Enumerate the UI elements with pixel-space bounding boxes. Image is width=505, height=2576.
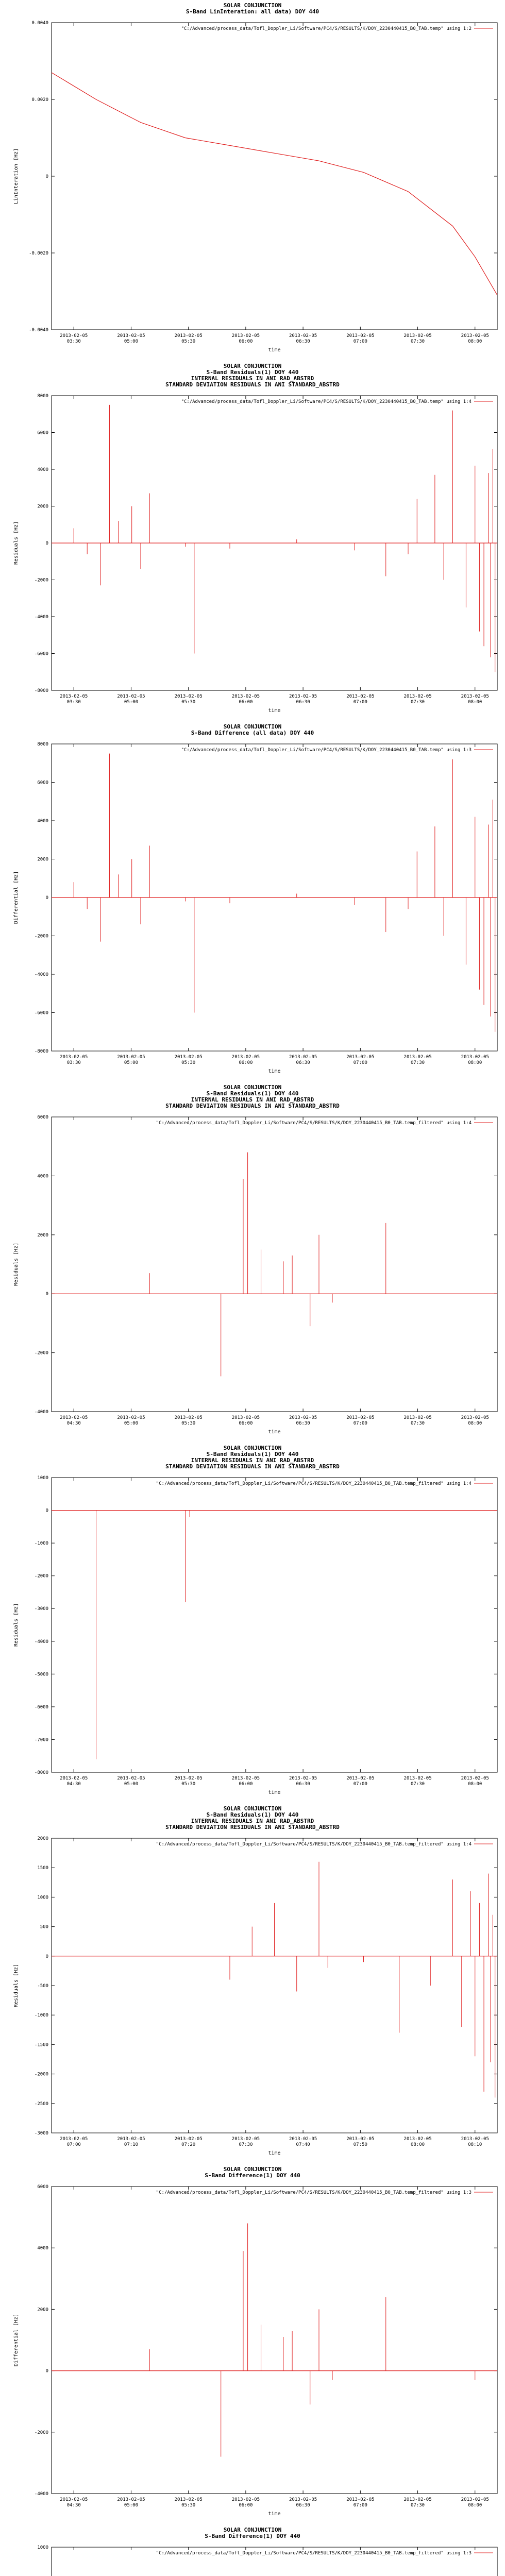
y-tick-label: -1000 [34, 2013, 48, 2019]
y-tick-label: 4000 [37, 2246, 48, 2251]
y-tick-label: 6000 [37, 430, 48, 436]
chart-title-line: STANDARD DEVIATION RESIDUALS IN ANI STANDARD_ABSTRD [165, 381, 340, 388]
x-tick-label: 2013-02-05 [117, 1415, 145, 1420]
x-tick-label: 03:30 [66, 1060, 81, 1065]
chart-title-line: SOLAR CONJUNCTION [223, 1805, 282, 1812]
y-axis-label: Differential [Hz] [13, 871, 19, 924]
chart-panel-3 [0, 721, 505, 1082]
legend-text: "C:/Advanced/process_data/Tofl_Doppler_Li/Software/PC4/S/RESULTS/K/DOY_2230440415_B0_TAB.temp_filtered" using 1:4 [156, 1842, 472, 1847]
y-tick-label: 0 [45, 1508, 48, 1514]
x-tick-label: 2013-02-05 [174, 694, 203, 699]
y-tick-label: -6000 [34, 1010, 48, 1016]
x-tick-label: 2013-02-05 [403, 2137, 432, 2142]
y-tick-label: 6000 [37, 780, 48, 786]
x-axis-label: time [268, 1429, 281, 1435]
y-tick-label: 6000 [37, 2184, 48, 2190]
series-line [52, 73, 497, 295]
x-tick-label: 2013-02-05 [289, 2137, 317, 2142]
x-tick-label: 04:30 [66, 1782, 81, 1787]
chart-svg [0, 1803, 505, 2164]
x-tick-label: 06:30 [296, 2503, 310, 2508]
legend-text: "C:/Advanced/process_data/Tofl_Doppler_Li/Software/PC4/S/RESULTS/K/DOY_2230440415_B0_TAB.temp" using 1:4 [181, 399, 472, 404]
y-tick-label: 1000 [37, 1476, 48, 1481]
y-tick-label: -6000 [34, 1704, 48, 1710]
x-tick-label: 2013-02-05 [117, 1776, 145, 1781]
x-tick-label: 2013-02-05 [60, 1415, 88, 1420]
chart-panel-8 [0, 2524, 505, 2576]
y-tick-label: 8000 [37, 742, 48, 747]
chart-title-line: INTERNAL RESIDUALS IN ANI RAD_ABSTRD [191, 1096, 314, 1103]
x-tick-label: 2013-02-05 [461, 2137, 489, 2142]
y-tick-label: 0 [45, 541, 48, 546]
chart-title-line: SOLAR CONJUNCTION [223, 1084, 282, 1091]
x-tick-label: 2013-02-05 [346, 1415, 375, 1420]
x-tick-label: 03:30 [66, 339, 81, 344]
x-tick-label: 04:30 [66, 1421, 81, 1426]
y-tick-label: 2000 [37, 504, 48, 510]
y-tick-label: 8000 [37, 394, 48, 399]
x-tick-label: 2013-02-05 [289, 2497, 317, 2502]
x-tick-label: 2013-02-05 [403, 1776, 432, 1781]
x-tick-label: 07:30 [410, 339, 425, 344]
x-tick-label: 2013-02-05 [174, 1776, 203, 1781]
y-tick-label: -2500 [34, 2101, 48, 2107]
x-tick-label: 2013-02-05 [231, 694, 260, 699]
y-tick-label: -1500 [34, 2042, 48, 2048]
x-tick-label: 06:30 [296, 339, 310, 344]
chart-title-line: S-Band Difference(1) DOY 440 [205, 2172, 300, 2179]
chart-title-line: S-Band LinInteration: all data) DOY 440 [186, 8, 319, 15]
x-tick-label: 07:30 [410, 2503, 425, 2508]
y-tick-label: -4000 [34, 1639, 48, 1645]
x-tick-label: 2013-02-05 [346, 333, 375, 338]
chart-panel-1 [0, 0, 505, 361]
y-tick-label: -7000 [34, 1737, 48, 1743]
x-tick-label: 2013-02-05 [60, 1776, 88, 1781]
chart-title-line: SOLAR CONJUNCTION [223, 2166, 282, 2173]
x-tick-label: 05:30 [181, 1060, 196, 1065]
x-tick-label: 2013-02-05 [403, 1415, 432, 1420]
x-tick-label: 2013-02-05 [403, 1055, 432, 1060]
x-tick-label: 08:00 [468, 339, 482, 344]
x-tick-label: 2013-02-05 [346, 2497, 375, 2502]
x-tick-label: 2013-02-05 [174, 1415, 203, 1420]
y-tick-label: 4000 [37, 1174, 48, 1179]
y-tick-label: 0.0040 [31, 21, 48, 26]
y-tick-label: 6000 [37, 1115, 48, 1120]
y-tick-label: 2000 [37, 1836, 48, 1841]
chart-title-line: INTERNAL RESIDUALS IN ANI RAD_ABSTRD [191, 1457, 314, 1464]
y-tick-label: -500 [37, 1984, 48, 1989]
x-tick-label: 2013-02-05 [461, 2497, 489, 2502]
x-tick-label: 06:30 [296, 700, 310, 705]
x-tick-label: 05:00 [124, 1421, 139, 1426]
x-tick-label: 2013-02-05 [174, 2497, 203, 2502]
x-tick-label: 05:30 [181, 339, 196, 344]
chart-svg [0, 2164, 505, 2524]
x-tick-label: 05:00 [124, 700, 139, 705]
chart-panel-2 [0, 361, 505, 721]
x-tick-label: 2013-02-05 [117, 2137, 145, 2142]
x-tick-label: 2013-02-05 [403, 694, 432, 699]
x-tick-label: 06:00 [239, 1782, 253, 1787]
x-tick-label: 08:10 [468, 2142, 482, 2147]
y-tick-label: 0.0020 [31, 97, 48, 103]
plot-frame [52, 1478, 497, 1772]
legend-text: "C:/Advanced/process_data/Tofl_Doppler_Li/Software/PC4/S/RESULTS/K/DOY_2230440415_B0_TAB.temp_filtered" using 1:3 [156, 2190, 472, 2195]
chart-title-line: SOLAR CONJUNCTION [223, 723, 282, 730]
x-tick-label: 2013-02-05 [231, 2137, 260, 2142]
y-tick-label: -0.0040 [29, 328, 48, 333]
x-axis-label: time [268, 1790, 281, 1795]
x-tick-label: 2013-02-05 [289, 333, 317, 338]
x-tick-label: 07:00 [353, 1782, 367, 1787]
chart-title-line: S-Band Residuals(1) DOY 440 [206, 1811, 299, 1818]
x-tick-label: 03:30 [66, 700, 81, 705]
x-tick-label: 2013-02-05 [461, 1415, 489, 1420]
y-tick-label: -1000 [34, 1541, 48, 1547]
x-tick-label: 07:00 [353, 1060, 367, 1065]
x-tick-label: 2013-02-05 [403, 2497, 432, 2502]
x-tick-label: 08:00 [468, 700, 482, 705]
y-axis-label: Residuals [Hz] [13, 1603, 19, 1647]
chart-panel-7 [0, 2164, 505, 2524]
x-tick-label: 2013-02-05 [289, 1415, 317, 1420]
x-tick-label: 2013-02-05 [60, 1055, 88, 1060]
x-tick-label: 07:50 [353, 2142, 367, 2147]
x-tick-label: 07:30 [410, 700, 425, 705]
y-tick-label: -4000 [34, 615, 48, 620]
x-tick-label: 2013-02-05 [231, 1055, 260, 1060]
x-tick-label: 2013-02-05 [461, 694, 489, 699]
x-axis-label: time [268, 1069, 281, 1074]
x-tick-label: 07:30 [410, 1421, 425, 1426]
x-tick-label: 2013-02-05 [346, 1055, 375, 1060]
x-tick-label: 2013-02-05 [174, 333, 203, 338]
x-tick-label: 2013-02-05 [289, 694, 317, 699]
plot-frame [52, 1117, 497, 1412]
x-tick-label: 05:00 [124, 339, 139, 344]
x-tick-label: 08:00 [468, 2503, 482, 2508]
x-tick-label: 06:00 [239, 339, 253, 344]
x-tick-label: 2013-02-05 [231, 2497, 260, 2502]
x-tick-label: 08:00 [468, 1421, 482, 1426]
y-tick-label: 1000 [37, 1895, 48, 1901]
x-tick-label: 05:00 [124, 1782, 139, 1787]
y-tick-label: 500 [40, 1924, 48, 1930]
y-tick-label: 1500 [37, 1866, 48, 1871]
chart-panel-4 [0, 1082, 505, 1443]
x-tick-label: 2013-02-05 [231, 1776, 260, 1781]
legend-text: "C:/Advanced/process_data/Tofl_Doppler_Li/Software/PC4/S/RESULTS/K/DOY_2230440415_B0_TAB.temp_filtered" using 1:3 [156, 2551, 472, 2556]
x-tick-label: 04:30 [66, 2503, 81, 2508]
y-tick-label: 0 [45, 1292, 48, 1297]
chart-svg [0, 1443, 505, 1803]
chart-title-line: S-Band Residuals(1) DOY 440 [206, 1090, 299, 1097]
chart-title-line: INTERNAL RESIDUALS IN ANI RAD_ABSTRD [191, 375, 314, 382]
y-axis-label: LinInteration [Hz] [13, 148, 19, 205]
x-tick-label: 2013-02-05 [289, 1776, 317, 1781]
chart-svg [0, 0, 505, 361]
y-tick-label: -4000 [34, 2492, 48, 2497]
x-tick-label: 2013-02-05 [461, 333, 489, 338]
x-tick-label: 2013-02-05 [117, 694, 145, 699]
y-tick-label: 2000 [37, 857, 48, 862]
x-tick-label: 2013-02-05 [346, 694, 375, 699]
x-tick-label: 08:00 [468, 1782, 482, 1787]
x-tick-label: 05:30 [181, 2503, 196, 2508]
chart-title-line: S-Band Residuals(1) DOY 440 [206, 1451, 299, 1458]
x-tick-label: 07:30 [410, 1782, 425, 1787]
chart-title-line: S-Band Difference (all data) DOY 440 [191, 730, 314, 736]
y-tick-label: 4000 [37, 819, 48, 824]
x-tick-label: 06:00 [239, 2503, 253, 2508]
chart-svg [0, 1082, 505, 1443]
x-tick-label: 08:00 [410, 2142, 425, 2147]
x-tick-label: 2013-02-05 [60, 2497, 88, 2502]
y-tick-label: -2000 [34, 578, 48, 583]
x-tick-label: 06:00 [239, 1060, 253, 1065]
x-tick-label: 07:20 [181, 2142, 196, 2147]
legend-text: "C:/Advanced/process_data/Tofl_Doppler_Li/Software/PC4/S/RESULTS/K/DOY_2230440415_B0_TAB.temp" using 1:3 [181, 748, 472, 753]
x-tick-label: 2013-02-05 [60, 2137, 88, 2142]
x-tick-label: 2013-02-05 [231, 333, 260, 338]
legend-text: "C:/Advanced/process_data/Tofl_Doppler_Li/Software/PC4/S/RESULTS/K/DOY_2230440415_B0_TAB.temp_filtered" using 1:4 [156, 1121, 472, 1126]
y-tick-label: 4000 [37, 467, 48, 472]
chart-svg [0, 721, 505, 1082]
x-tick-label: 2013-02-05 [461, 1055, 489, 1060]
chart-title-line: SOLAR CONJUNCTION [223, 1445, 282, 1451]
y-tick-label: -2000 [34, 2430, 48, 2435]
x-tick-label: 07:00 [353, 1421, 367, 1426]
y-tick-label: -3000 [34, 2131, 48, 2136]
y-axis-label: Differential [Hz] [13, 2313, 19, 2367]
y-tick-label: -6000 [34, 651, 48, 657]
chart-title-line: STANDARD DEVIATION RESIDUALS IN ANI STANDARD_ABSTRD [165, 1824, 340, 1831]
chart-svg [0, 361, 505, 721]
y-tick-label: -2000 [34, 1573, 48, 1579]
x-axis-label: time [268, 2511, 281, 2517]
y-axis-label: Residuals [Hz] [13, 1242, 19, 1286]
chart-title-line: STANDARD DEVIATION RESIDUALS IN ANI STANDARD_ABSTRD [165, 1103, 340, 1109]
x-tick-label: 06:30 [296, 1060, 310, 1065]
y-tick-label: -2000 [34, 2072, 48, 2077]
chart-title-line: SOLAR CONJUNCTION [223, 2527, 282, 2533]
y-tick-label: -2000 [34, 934, 48, 939]
x-axis-label: time [268, 708, 281, 714]
x-tick-label: 2013-02-05 [60, 694, 88, 699]
y-tick-label: 0 [45, 174, 48, 179]
chart-svg [0, 2524, 505, 2576]
x-tick-label: 07:30 [239, 2142, 253, 2147]
y-tick-label: 0 [45, 2368, 48, 2374]
x-tick-label: 08:00 [468, 1060, 482, 1065]
y-tick-label: 0 [45, 1954, 48, 1959]
y-tick-label: -4000 [34, 972, 48, 977]
x-tick-label: 07:00 [353, 2503, 367, 2508]
x-tick-label: 2013-02-05 [117, 1055, 145, 1060]
x-tick-label: 2013-02-05 [461, 1776, 489, 1781]
x-tick-label: 2013-02-05 [231, 1415, 260, 1420]
x-tick-label: 06:00 [239, 700, 253, 705]
legend-text: "C:/Advanced/process_data/Tofl_Doppler_Li/Software/PC4/S/RESULTS/K/DOY_2230440415_B0_TAB.temp" using 1:2 [181, 26, 472, 31]
x-tick-label: 2013-02-05 [174, 2137, 203, 2142]
legend-text: "C:/Advanced/process_data/Tofl_Doppler_Li/Software/PC4/S/RESULTS/K/DOY_2230440415_B0_TAB.temp_filtered" using 1:4 [156, 1481, 472, 1486]
y-tick-label: -0.0020 [29, 251, 48, 256]
x-tick-label: 07:00 [353, 700, 367, 705]
chart-title-line: SOLAR CONJUNCTION [223, 2, 282, 9]
x-axis-label: time [268, 347, 281, 353]
y-axis-label: Residuals [Hz] [13, 521, 19, 565]
chart-title-line: S-Band Difference(1) DOY 440 [205, 2533, 300, 2539]
x-tick-label: 07:10 [124, 2142, 139, 2147]
x-tick-label: 2013-02-05 [289, 1055, 317, 1060]
x-tick-label: 2013-02-05 [403, 333, 432, 338]
y-tick-label: -8000 [34, 1770, 48, 1775]
chart-title-line: S-Band Residuals(1) DOY 440 [206, 369, 299, 376]
x-tick-label: 05:30 [181, 700, 196, 705]
chart-title-line: SOLAR CONJUNCTION [223, 363, 282, 369]
chart-panel-6 [0, 1803, 505, 2164]
y-axis-label: Residuals [Hz] [13, 1963, 19, 2008]
x-tick-label: 07:30 [410, 1060, 425, 1065]
x-tick-label: 05:00 [124, 1060, 139, 1065]
x-tick-label: 2013-02-05 [174, 1055, 203, 1060]
chart-title-line: STANDARD DEVIATION RESIDUALS IN ANI STANDARD_ABSTRD [165, 1463, 340, 1470]
chart-panel-5 [0, 1443, 505, 1803]
x-tick-label: 05:00 [124, 2503, 139, 2508]
x-tick-label: 06:30 [296, 1782, 310, 1787]
x-tick-label: 2013-02-05 [117, 2497, 145, 2502]
chart-title-line: INTERNAL RESIDUALS IN ANI RAD_ABSTRD [191, 1818, 314, 1824]
y-tick-label: -8000 [34, 688, 48, 693]
y-tick-label: -2000 [34, 1350, 48, 1356]
y-tick-label: -3000 [34, 1606, 48, 1612]
x-tick-label: 07:40 [296, 2142, 310, 2147]
x-tick-label: 2013-02-05 [346, 2137, 375, 2142]
y-tick-label: 2000 [37, 1232, 48, 1238]
x-tick-label: 05:30 [181, 1782, 196, 1787]
y-tick-label: 0 [45, 895, 48, 901]
x-tick-label: 07:00 [353, 339, 367, 344]
y-tick-label: 2000 [37, 2307, 48, 2313]
x-tick-label: 2013-02-05 [60, 333, 88, 338]
x-tick-label: 07:00 [66, 2142, 81, 2147]
plot-frame [52, 2187, 497, 2494]
y-tick-label: -4000 [34, 1410, 48, 1415]
x-tick-label: 06:00 [239, 1421, 253, 1426]
y-tick-label: 1000 [37, 2545, 48, 2550]
y-tick-label: -5000 [34, 1672, 48, 1677]
x-tick-label: 06:30 [296, 1421, 310, 1426]
x-tick-label: 2013-02-05 [346, 1776, 375, 1781]
plot-frame [52, 23, 497, 330]
x-axis-label: time [268, 2150, 281, 2156]
x-tick-label: 05:30 [181, 1421, 196, 1426]
x-tick-label: 2013-02-05 [117, 333, 145, 338]
y-tick-label: -8000 [34, 1049, 48, 1054]
